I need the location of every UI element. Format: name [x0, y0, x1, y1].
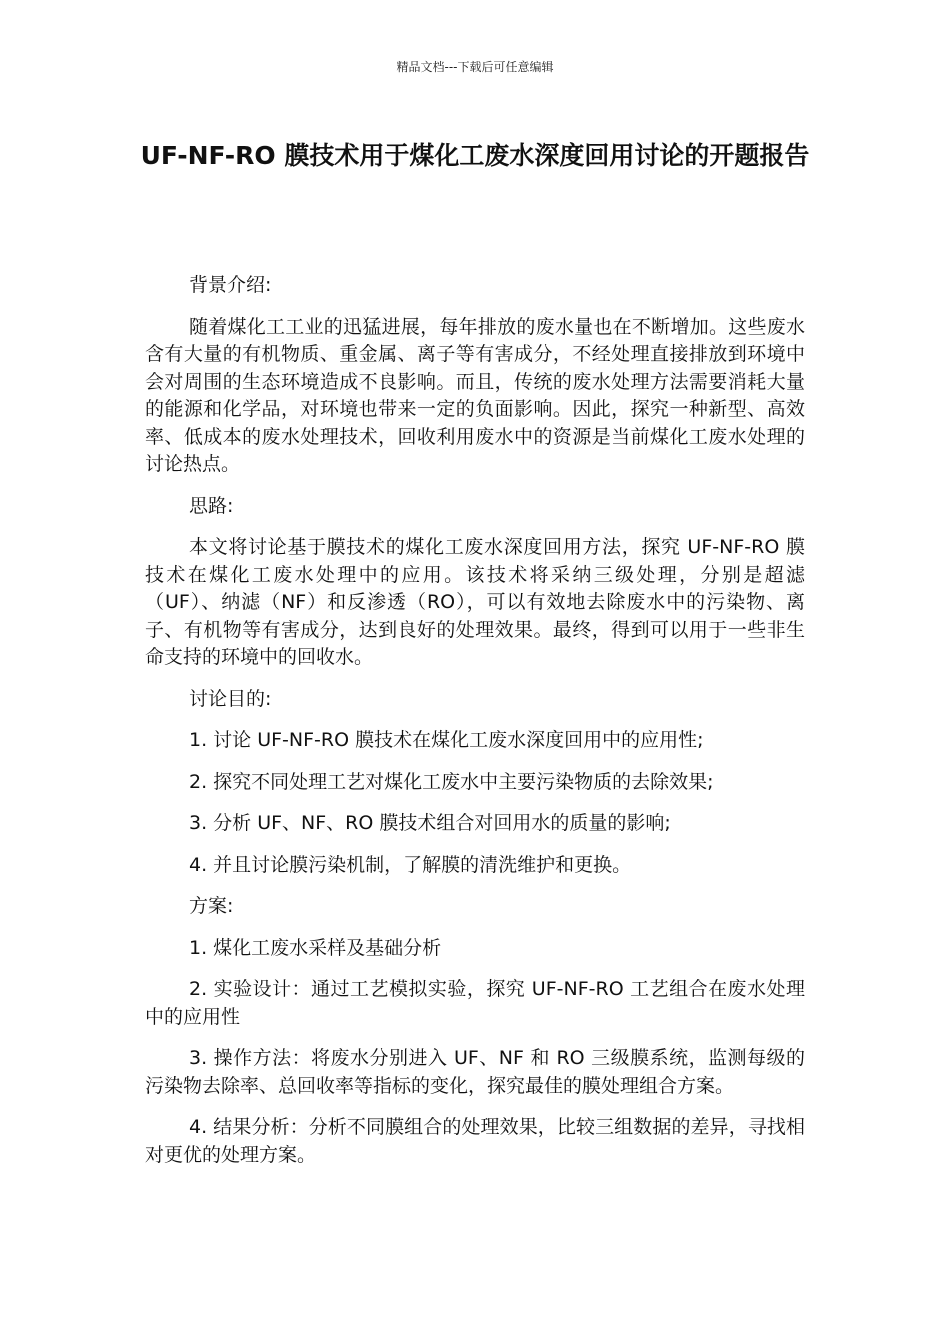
objective-item-1: 1. 讨论 UF-NF-RO 膜技术在煤化工废水深度回用中的应用性;	[189, 729, 704, 751]
section-heading-objectives: 讨论目的:	[189, 687, 272, 710]
section-heading-background: 背景介绍:	[189, 274, 272, 296]
objective-item-3: 3. 分析 UF、NF、RO 膜技术组合对回用水的质量的影响;	[189, 812, 671, 834]
page-header: 精品文档---下载后可任意编辑	[396, 60, 554, 74]
plan-item-2: 2. 实验设计：通过工艺模拟实验，探究 UF-NF-RO 工艺组合在废水处理中的应用性	[145, 978, 805, 1028]
paragraph-approach: 本文将讨论基于膜技术的煤化工废水深度回用方法，探究 UF-NF-RO 膜技术在煤化工废水处理中的应用。该技术将采纳三级处理，分别是超滤（UF）、纳滤（NF）和反渗透（RO），可以有效地去除废水中的污染物、离子、有机物等有害成分，达到良好的处理效果。最终，得到可以用于一些非生命支持的环境中的回收水。	[145, 536, 805, 668]
paragraph-background: 随着煤化工工业的迅猛进展，每年排放的废水量也在不断增加。这些废水含有大量的有机物质、重金属、离子等有害成分，不经处理直接排放到环境中会对周围的生态环境造成不良影响。而且，传统的废水处理方法需要消耗大量的能源和化学品，对环境也带来一定的负面影响。因此，探究一种新型、高效率、低成本的废水处理技术，回收利用废水中的资源是当前煤化工废水处理的讨论热点。	[145, 315, 805, 475]
document-body	[145, 272, 805, 1183]
objective-item-4: 4. 并且讨论膜污染机制，了解膜的清洗维护和更换。	[189, 853, 632, 876]
plan-item-1: 1. 煤化工废水采样及基础分析	[189, 936, 442, 959]
objective-item-2: 2. 探究不同处理工艺对煤化工废水中主要污染物质的去除效果;	[189, 770, 714, 793]
document-title: UF-NF-RO 膜技术用于煤化工废水深度回用讨论的开题报告	[140, 141, 810, 170]
plan-item-4: 4. 结果分析：分析不同膜组合的处理效果，比较三组数据的差异，寻找相对更优的处理方案。	[145, 1116, 805, 1166]
section-heading-approach: 思路:	[189, 494, 234, 517]
section-heading-plan: 方案:	[189, 895, 234, 917]
plan-item-3: 3. 操作方法：将废水分别进入 UF、NF 和 RO 三级膜系统，监测每级的污染物去除率、总回收率等指标的变化，探究最佳的膜处理组合方案。	[145, 1047, 805, 1097]
